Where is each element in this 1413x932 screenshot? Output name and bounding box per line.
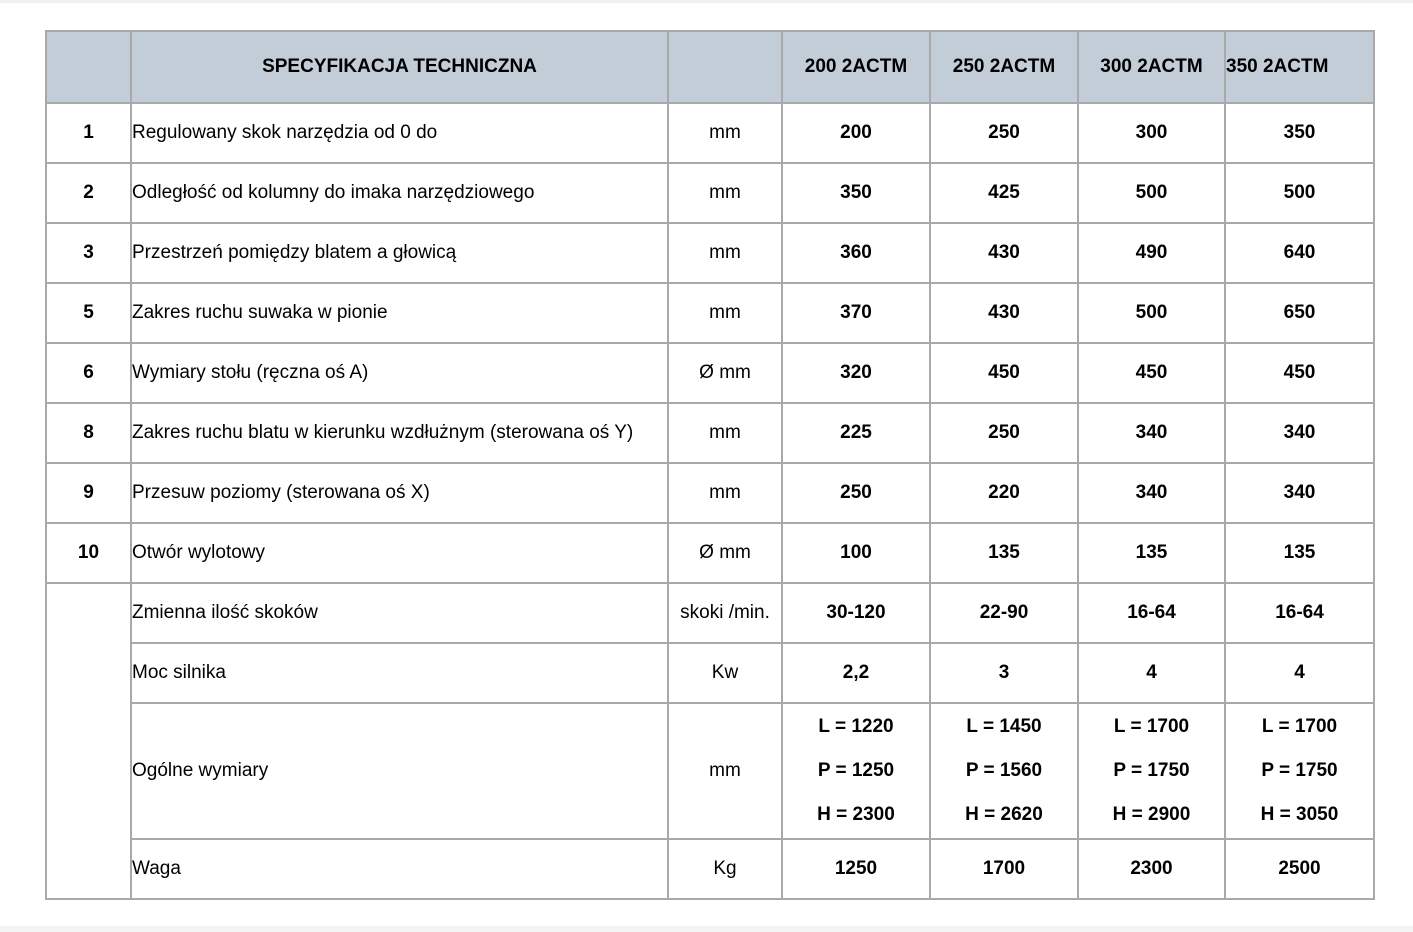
row-description: Przestrzeń pomiędzy blatem a głowicą [131, 223, 668, 283]
value-200: 350 [782, 163, 930, 223]
value-350: 340 [1225, 463, 1374, 523]
value-300: 500 [1078, 163, 1225, 223]
row-unit: mm [668, 283, 782, 343]
header-num [46, 31, 131, 103]
row-unit: mm [668, 703, 782, 839]
value-250: 430 [930, 223, 1078, 283]
row-number: 10 [46, 523, 131, 583]
value-200: 360 [782, 223, 930, 283]
row-unit: mm [668, 403, 782, 463]
table-row [46, 283, 1374, 343]
header-model-300: 300 2ACTM [1078, 31, 1225, 103]
value-250: 220 [930, 463, 1078, 523]
row-number: 2 [46, 163, 131, 223]
dim-height: H = 2900 [1112, 804, 1191, 825]
value-350: 135 [1225, 523, 1374, 583]
row-unit: mm [668, 163, 782, 223]
header-unit [668, 31, 782, 103]
value-350: 4 [1225, 643, 1374, 703]
table-row [46, 163, 1374, 223]
value-350: 350 [1225, 103, 1374, 163]
row-unit: Kg [668, 839, 782, 899]
value-350: 640 [1225, 223, 1374, 283]
row-description: Waga [131, 839, 668, 899]
table-row [46, 223, 1374, 283]
dimensions-200 [782, 703, 930, 839]
table-row [46, 583, 1374, 643]
row-number: 6 [46, 343, 131, 403]
value-300: 135 [1078, 523, 1225, 583]
row-unit: skoki /min. [668, 583, 782, 643]
table-row-dimensions [46, 703, 1374, 839]
row-description: Zakres ruchu suwaka w pionie [131, 283, 668, 343]
value-300: 340 [1078, 463, 1225, 523]
value-300: 500 [1078, 283, 1225, 343]
value-300: 16-64 [1078, 583, 1225, 643]
value-200: 1250 [782, 839, 930, 899]
row-unit: Kw [668, 643, 782, 703]
value-250: 430 [930, 283, 1078, 343]
dimensions-300 [1078, 703, 1225, 839]
value-200: 100 [782, 523, 930, 583]
row-description: Ogólne wymiary [131, 703, 668, 839]
value-200: 370 [782, 283, 930, 343]
row-description: Przesuw poziomy (sterowana oś X) [131, 463, 668, 523]
value-200: 200 [782, 103, 930, 163]
value-350: 16-64 [1225, 583, 1374, 643]
row-description: Regulowany skok narzędzia od 0 do [131, 103, 668, 163]
row-description: Moc silnika [131, 643, 668, 703]
row-unit: mm [668, 463, 782, 523]
row-number: 3 [46, 223, 131, 283]
dim-width: P = 1560 [965, 760, 1043, 781]
header-spec-title: SPECYFIKACJA TECHNICZNA [131, 31, 668, 103]
table-row-weight [46, 839, 1374, 899]
value-350: 340 [1225, 403, 1374, 463]
header-model-200: 200 2ACTM [782, 31, 930, 103]
value-350: 450 [1225, 343, 1374, 403]
value-350: 2500 [1225, 839, 1374, 899]
row-number-empty [46, 583, 131, 899]
value-300: 300 [1078, 103, 1225, 163]
table-row [46, 643, 1374, 703]
row-description: Otwór wylotowy [131, 523, 668, 583]
dim-length: L = 1450 [966, 716, 1042, 737]
value-200: 2,2 [782, 643, 930, 703]
value-200: 250 [782, 463, 930, 523]
top-divider [0, 0, 1413, 3]
value-350: 500 [1225, 163, 1374, 223]
dim-width: P = 1750 [1261, 760, 1338, 781]
value-300: 450 [1078, 343, 1225, 403]
row-unit: mm [668, 223, 782, 283]
row-unit: mm [668, 103, 782, 163]
header-row [46, 31, 1374, 103]
table-row [46, 523, 1374, 583]
row-unit: Ø mm [668, 523, 782, 583]
row-number: 9 [46, 463, 131, 523]
value-250: 22-90 [930, 583, 1078, 643]
row-unit: Ø mm [668, 343, 782, 403]
row-description: Zakres ruchu blatu w kierunku wzdłużnym (sterowana oś Y) [131, 403, 668, 463]
row-number: 1 [46, 103, 131, 163]
value-200: 320 [782, 343, 930, 403]
table-row [46, 103, 1374, 163]
value-200: 225 [782, 403, 930, 463]
value-250: 250 [930, 403, 1078, 463]
value-250: 450 [930, 343, 1078, 403]
dim-length: L = 1220 [818, 716, 894, 737]
value-350: 650 [1225, 283, 1374, 343]
table-row [46, 463, 1374, 523]
row-description: Wymiary stołu (ręczna oś A) [131, 343, 668, 403]
table-row [46, 403, 1374, 463]
value-200: 30-120 [782, 583, 930, 643]
table-row [46, 343, 1374, 403]
dim-height: H = 2620 [965, 804, 1043, 825]
dimensions-250 [930, 703, 1078, 839]
dim-height: H = 2300 [817, 804, 895, 825]
dim-width: P = 1250 [817, 760, 895, 781]
dim-length: L = 1700 [1261, 716, 1338, 737]
value-250: 1700 [930, 839, 1078, 899]
value-300: 490 [1078, 223, 1225, 283]
value-300: 340 [1078, 403, 1225, 463]
bottom-divider [0, 926, 1413, 932]
dim-width: P = 1750 [1113, 760, 1190, 781]
dim-length: L = 1700 [1113, 716, 1190, 737]
value-300: 2300 [1078, 839, 1225, 899]
row-number: 5 [46, 283, 131, 343]
value-250: 135 [930, 523, 1078, 583]
row-description: Zmienna ilość skoków [131, 583, 668, 643]
value-300: 4 [1078, 643, 1225, 703]
dimensions-350 [1225, 703, 1374, 839]
row-number: 8 [46, 403, 131, 463]
technical-spec-table [45, 30, 1375, 900]
header-model-250: 250 2ACTM [930, 31, 1078, 103]
value-250: 250 [930, 103, 1078, 163]
dim-height: H = 3050 [1260, 804, 1339, 825]
value-250: 3 [930, 643, 1078, 703]
row-description: Odległość od kolumny do imaka narzędziowego [131, 163, 668, 223]
header-model-350: 350 2ACTM [1225, 31, 1374, 103]
value-250: 425 [930, 163, 1078, 223]
